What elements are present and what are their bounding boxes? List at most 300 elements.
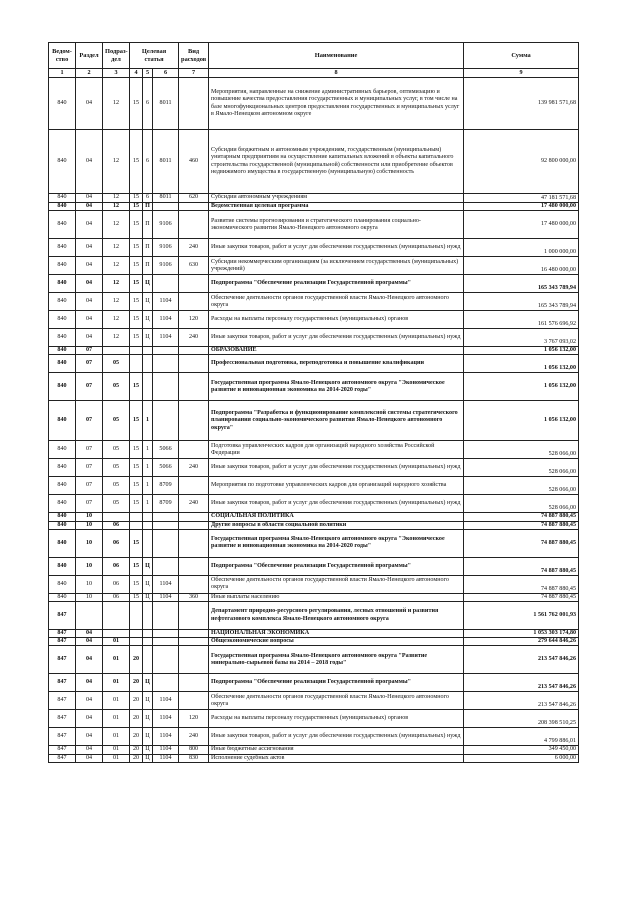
cell-celevaya-3: 1104 <box>153 293 179 311</box>
cell-vid <box>179 646 209 674</box>
cell-celevaya-3: 1104 <box>153 692 179 710</box>
cell-celevaya-3: 8709 <box>153 477 179 495</box>
header-ved: Ведом-ство <box>49 43 76 69</box>
cell-celevaya-2: Ц <box>143 311 153 329</box>
cell-name: Мероприятия, направленные на снижение административных барьеров, оптимизацию и повышение качества предоставления государственных и муниципальных услуг, в том числе на базе многофункциональных центров предоставления государственных и муниципальных услуг в Ямало-Ненецком автономном округе <box>209 78 464 130</box>
cell-vid <box>179 347 209 355</box>
cell-celevaya-2: Ц <box>143 710 153 728</box>
cell-celevaya-2 <box>143 355 153 373</box>
cell-celevaya-3 <box>153 203 179 211</box>
cell-ved: 840 <box>49 513 76 521</box>
table-row <box>49 602 579 630</box>
cell-podrazdel <box>103 347 130 355</box>
cell-celevaya-3: 9106 <box>153 257 179 275</box>
header-podrazdel: Подраз-дел <box>103 43 130 69</box>
cell-razdel: 07 <box>76 401 103 441</box>
cell-celevaya-3: 1104 <box>153 329 179 347</box>
cell-sum: 213 547 846,26 <box>464 674 579 692</box>
cell-celevaya-1: 15 <box>130 575 143 593</box>
cell-name: Обеспечение деятельности органов государственной власти Ямало-Ненецкого автономного округа <box>209 575 464 593</box>
cell-ved: 847 <box>49 674 76 692</box>
cell-sum: 74 887 880,45 <box>464 521 579 529</box>
cell-ved: 840 <box>49 441 76 459</box>
cell-vid: 800 <box>179 746 209 754</box>
table-row <box>49 593 579 601</box>
cell-celevaya-3: 8709 <box>153 495 179 513</box>
cell-celevaya-1: 15 <box>130 373 143 401</box>
cell-celevaya-3: 1104 <box>153 746 179 754</box>
table-row <box>49 638 579 646</box>
cell-podrazdel: 06 <box>103 521 130 529</box>
cell-celevaya-1 <box>130 602 143 630</box>
cell-vid <box>179 513 209 521</box>
cell-razdel: 04 <box>76 275 103 293</box>
cell-ved: 840 <box>49 239 76 257</box>
cell-ved: 847 <box>49 710 76 728</box>
cell-sum: 74 887 880,45 <box>464 593 579 601</box>
cell-podrazdel: 12 <box>103 329 130 347</box>
header-vid: Вид расходов <box>179 43 209 69</box>
cell-sum: 16 480 000,00 <box>464 257 579 275</box>
table-row <box>49 754 579 762</box>
cell-celevaya-3 <box>153 529 179 557</box>
cell-podrazdel: 05 <box>103 441 130 459</box>
cell-celevaya-3 <box>153 557 179 575</box>
cell-ved: 840 <box>49 329 76 347</box>
cell-name: Иные выплаты населению <box>209 593 464 601</box>
cell-celevaya-1: 15 <box>130 401 143 441</box>
cell-celevaya-1: 20 <box>130 754 143 762</box>
cell-ved: 840 <box>49 557 76 575</box>
cell-celevaya-2: Ц <box>143 728 153 746</box>
table-row <box>49 630 579 638</box>
cell-vid: 620 <box>179 194 209 203</box>
cell-razdel: 04 <box>76 130 103 194</box>
cell-celevaya-3: 1104 <box>153 710 179 728</box>
table-row <box>49 239 579 257</box>
cell-vid <box>179 602 209 630</box>
cell-celevaya-1: 20 <box>130 728 143 746</box>
cell-celevaya-3: 9106 <box>153 211 179 239</box>
cell-name: Расходы на выплаты персоналу государственных (муниципальных) органов <box>209 710 464 728</box>
cell-name: Иные закупки товаров, работ и услуг для обеспечения государственных (муниципальных) нужд <box>209 728 464 746</box>
cell-razdel: 04 <box>76 674 103 692</box>
cell-celevaya-1: 15 <box>130 311 143 329</box>
cell-podrazdel: 12 <box>103 239 130 257</box>
cell-sum: 1 056 132,00 <box>464 401 579 441</box>
cell-razdel: 07 <box>76 477 103 495</box>
cell-celevaya-2: Ц <box>143 329 153 347</box>
cell-celevaya-2: Ц <box>143 754 153 762</box>
table-row <box>49 257 579 275</box>
table-row <box>49 674 579 692</box>
cell-podrazdel: 05 <box>103 477 130 495</box>
cell-celevaya-1: 20 <box>130 746 143 754</box>
cell-podrazdel: 01 <box>103 692 130 710</box>
cell-ved: 840 <box>49 529 76 557</box>
cell-celevaya-1: 15 <box>130 275 143 293</box>
cell-celevaya-2: П <box>143 203 153 211</box>
cell-celevaya-3 <box>153 674 179 692</box>
cell-sum: 47 181 571,68 <box>464 194 579 203</box>
cell-celevaya-3: 1104 <box>153 311 179 329</box>
column-number: 5 <box>143 69 153 78</box>
cell-podrazdel: 01 <box>103 710 130 728</box>
cell-vid <box>179 78 209 130</box>
cell-podrazdel <box>103 630 130 638</box>
cell-celevaya-3: 1104 <box>153 593 179 601</box>
cell-name: Подпрограмма "Обеспечение реализации Государственной программы" <box>209 275 464 293</box>
cell-celevaya-2: Ц <box>143 557 153 575</box>
cell-name: Иные закупки товаров, работ и услуг для обеспечения государственных (муниципальных) нужд <box>209 459 464 477</box>
cell-celevaya-3 <box>153 630 179 638</box>
cell-razdel: 04 <box>76 311 103 329</box>
cell-vid <box>179 674 209 692</box>
table-body <box>49 78 579 763</box>
cell-ved: 840 <box>49 211 76 239</box>
cell-celevaya-3 <box>153 638 179 646</box>
cell-ved: 840 <box>49 275 76 293</box>
cell-razdel: 04 <box>76 78 103 130</box>
table-row <box>49 275 579 293</box>
cell-celevaya-2 <box>143 630 153 638</box>
table-row <box>49 529 579 557</box>
budget-table-sheet <box>48 42 578 763</box>
cell-celevaya-1: 20 <box>130 674 143 692</box>
table-row <box>49 203 579 211</box>
cell-celevaya-1 <box>130 355 143 373</box>
table-row <box>49 78 579 130</box>
cell-celevaya-2 <box>143 638 153 646</box>
cell-podrazdel: 01 <box>103 638 130 646</box>
cell-razdel: 07 <box>76 441 103 459</box>
cell-sum: 17 480 000,00 <box>464 203 579 211</box>
cell-razdel: 04 <box>76 257 103 275</box>
cell-celevaya-3: 8011 <box>153 194 179 203</box>
cell-vid <box>179 477 209 495</box>
cell-sum: 4 799 886,01 <box>464 728 579 746</box>
cell-podrazdel: 06 <box>103 529 130 557</box>
cell-podrazdel: 01 <box>103 646 130 674</box>
cell-ved: 847 <box>49 646 76 674</box>
header-name: Наименование <box>209 43 464 69</box>
cell-name: Иные бюджетные ассигнования <box>209 746 464 754</box>
cell-celevaya-1: 15 <box>130 194 143 203</box>
cell-sum: 1 561 762 001,93 <box>464 602 579 630</box>
cell-ved: 840 <box>49 575 76 593</box>
cell-razdel: 04 <box>76 754 103 762</box>
cell-podrazdel: 06 <box>103 593 130 601</box>
header-summa: Сумма <box>464 43 579 69</box>
cell-razdel: 04 <box>76 646 103 674</box>
cell-sum: 17 480 000,00 <box>464 211 579 239</box>
cell-sum: 528 066,00 <box>464 495 579 513</box>
cell-celevaya-1: 20 <box>130 646 143 674</box>
cell-celevaya-3 <box>153 513 179 521</box>
cell-name: Департамент природно-ресурсного регулирования, лесных отношений и развития нефтегазового комплекса Ямало-Ненецкого автономного округа <box>209 602 464 630</box>
table-row <box>49 575 579 593</box>
cell-podrazdel: 01 <box>103 674 130 692</box>
cell-celevaya-2: 1 <box>143 401 153 441</box>
cell-sum: 3 767 093,02 <box>464 329 579 347</box>
cell-celevaya-2: Ц <box>143 275 153 293</box>
cell-celevaya-3: 1104 <box>153 754 179 762</box>
cell-celevaya-2 <box>143 373 153 401</box>
cell-razdel: 04 <box>76 728 103 746</box>
cell-vid <box>179 692 209 710</box>
cell-celevaya-1: 15 <box>130 293 143 311</box>
budget-table <box>48 42 579 763</box>
table-row <box>49 746 579 754</box>
cell-razdel: 10 <box>76 529 103 557</box>
cell-ved: 847 <box>49 728 76 746</box>
cell-razdel: 04 <box>76 194 103 203</box>
cell-celevaya-1: 15 <box>130 239 143 257</box>
cell-celevaya-1: 20 <box>130 710 143 728</box>
cell-ved: 840 <box>49 311 76 329</box>
cell-vid: 120 <box>179 710 209 728</box>
cell-vid <box>179 557 209 575</box>
cell-celevaya-2: 1 <box>143 495 153 513</box>
cell-celevaya-2: 6 <box>143 130 153 194</box>
table-row <box>49 401 579 441</box>
table-row <box>49 355 579 373</box>
table-row <box>49 311 579 329</box>
cell-vid <box>179 275 209 293</box>
cell-vid: 240 <box>179 239 209 257</box>
cell-vid <box>179 401 209 441</box>
cell-celevaya-1: 15 <box>130 257 143 275</box>
cell-celevaya-2 <box>143 521 153 529</box>
cell-razdel: 04 <box>76 710 103 728</box>
cell-razdel: 07 <box>76 495 103 513</box>
cell-razdel: 04 <box>76 239 103 257</box>
cell-name: ОБРАЗОВАНИЕ <box>209 347 464 355</box>
cell-ved: 847 <box>49 746 76 754</box>
cell-celevaya-2: Ц <box>143 593 153 601</box>
cell-podrazdel: 06 <box>103 557 130 575</box>
cell-celevaya-3 <box>153 521 179 529</box>
cell-podrazdel: 05 <box>103 355 130 373</box>
table-row <box>49 557 579 575</box>
cell-sum: 1 056 132,00 <box>464 347 579 355</box>
cell-ved: 840 <box>49 355 76 373</box>
cell-podrazdel: 06 <box>103 575 130 593</box>
cell-name: Подпрограмма "Обеспечение реализации Государственной программы" <box>209 557 464 575</box>
cell-celevaya-2: П <box>143 239 153 257</box>
cell-celevaya-1: 20 <box>130 692 143 710</box>
cell-name: Государственная программа Ямало-Ненецкого автономного округа "Экономическое развитие и инновационная экономика на 2014-2020 годы" <box>209 529 464 557</box>
cell-razdel: 07 <box>76 347 103 355</box>
cell-ved: 840 <box>49 257 76 275</box>
table-row <box>49 373 579 401</box>
table-row <box>49 441 579 459</box>
cell-podrazdel: 12 <box>103 203 130 211</box>
cell-celevaya-3: 1104 <box>153 728 179 746</box>
cell-celevaya-1: 15 <box>130 211 143 239</box>
cell-celevaya-2: 1 <box>143 459 153 477</box>
cell-razdel: 10 <box>76 575 103 593</box>
table-row <box>49 521 579 529</box>
cell-name: СОЦИАЛЬНАЯ ПОЛИТИКА <box>209 513 464 521</box>
table-row <box>49 459 579 477</box>
cell-vid <box>179 293 209 311</box>
table-row <box>49 495 579 513</box>
cell-celevaya-2: П <box>143 257 153 275</box>
table-row <box>49 477 579 495</box>
cell-celevaya-2 <box>143 646 153 674</box>
cell-sum: 1 053 303 174,80 <box>464 630 579 638</box>
cell-name: Иные закупки товаров, работ и услуг для обеспечения государственных (муниципальных) нужд <box>209 495 464 513</box>
cell-vid <box>179 638 209 646</box>
table-row <box>49 329 579 347</box>
cell-vid: 240 <box>179 459 209 477</box>
cell-razdel: 10 <box>76 513 103 521</box>
cell-celevaya-2: 1 <box>143 441 153 459</box>
cell-name: Расходы на выплаты персоналу государственных (муниципальных) органов <box>209 311 464 329</box>
cell-celevaya-2: Ц <box>143 746 153 754</box>
cell-vid <box>179 211 209 239</box>
cell-celevaya-2: Ц <box>143 293 153 311</box>
cell-name: Общеэкономические вопросы <box>209 638 464 646</box>
cell-celevaya-2: 6 <box>143 194 153 203</box>
cell-sum: 165 343 789,94 <box>464 293 579 311</box>
cell-razdel: 10 <box>76 593 103 601</box>
cell-razdel: 04 <box>76 746 103 754</box>
column-number: 1 <box>49 69 76 78</box>
cell-celevaya-3: 5066 <box>153 459 179 477</box>
cell-sum: 92 800 000,00 <box>464 130 579 194</box>
cell-podrazdel: 12 <box>103 78 130 130</box>
cell-celevaya-3: 8011 <box>153 130 179 194</box>
cell-sum: 74 887 880,45 <box>464 513 579 521</box>
cell-podrazdel: 12 <box>103 275 130 293</box>
cell-celevaya-2: Ц <box>143 674 153 692</box>
cell-razdel: 04 <box>76 638 103 646</box>
cell-celevaya-3 <box>153 355 179 373</box>
cell-ved: 840 <box>49 495 76 513</box>
cell-sum: 165 343 789,94 <box>464 275 579 293</box>
cell-razdel: 04 <box>76 692 103 710</box>
column-number: 7 <box>179 69 209 78</box>
cell-podrazdel: 05 <box>103 401 130 441</box>
column-number: 3 <box>103 69 130 78</box>
cell-razdel <box>76 602 103 630</box>
cell-razdel: 07 <box>76 355 103 373</box>
column-number: 9 <box>464 69 579 78</box>
cell-celevaya-1: 15 <box>130 441 143 459</box>
cell-vid: 360 <box>179 593 209 601</box>
cell-podrazdel <box>103 602 130 630</box>
cell-celevaya-1: 15 <box>130 557 143 575</box>
cell-celevaya-1: 15 <box>130 329 143 347</box>
cell-celevaya-2: Ц <box>143 692 153 710</box>
cell-celevaya-3 <box>153 602 179 630</box>
cell-ved: 840 <box>49 130 76 194</box>
cell-celevaya-3: 8011 <box>153 78 179 130</box>
cell-podrazdel: 05 <box>103 495 130 513</box>
cell-ved: 840 <box>49 477 76 495</box>
cell-vid: 630 <box>179 257 209 275</box>
cell-razdel: 04 <box>76 211 103 239</box>
cell-celevaya-1: 15 <box>130 495 143 513</box>
table-row <box>49 130 579 194</box>
cell-celevaya-2 <box>143 513 153 521</box>
cell-podrazdel: 01 <box>103 728 130 746</box>
cell-podrazdel <box>103 513 130 521</box>
cell-podrazdel: 12 <box>103 311 130 329</box>
cell-vid: 240 <box>179 495 209 513</box>
cell-celevaya-2 <box>143 347 153 355</box>
cell-sum: 213 547 846,26 <box>464 692 579 710</box>
cell-sum: 139 981 571,68 <box>464 78 579 130</box>
cell-sum: 208 398 510,25 <box>464 710 579 728</box>
cell-vid: 240 <box>179 728 209 746</box>
cell-vid <box>179 203 209 211</box>
cell-name: Подпрограмма "Разработка и функционирование комплексной системы стратегического планирования социально-экономического развития Ямало-Ненецкого автономного округа" <box>209 401 464 441</box>
cell-ved: 847 <box>49 692 76 710</box>
cell-ved: 840 <box>49 401 76 441</box>
header-razdel: Раздел <box>76 43 103 69</box>
cell-ved: 840 <box>49 459 76 477</box>
table-row <box>49 347 579 355</box>
cell-celevaya-1: 15 <box>130 529 143 557</box>
column-number: 2 <box>76 69 103 78</box>
cell-celevaya-1 <box>130 521 143 529</box>
table-row <box>49 513 579 521</box>
cell-vid <box>179 529 209 557</box>
header-celevaya: Целевая статья <box>130 43 179 69</box>
cell-sum: 349 450,00 <box>464 746 579 754</box>
table-row <box>49 194 579 203</box>
column-number: 8 <box>209 69 464 78</box>
column-number-row <box>49 69 579 78</box>
cell-name: Государственная программа Ямало-Ненецкого автономного округа "Экономическое развитие и инновационная экономика на 2014-2020 годы" <box>209 373 464 401</box>
cell-name: Иные закупки товаров, работ и услуг для обеспечения государственных (муниципальных) нужд <box>209 329 464 347</box>
cell-razdel: 04 <box>76 630 103 638</box>
cell-celevaya-3 <box>153 275 179 293</box>
cell-celevaya-1: 15 <box>130 78 143 130</box>
cell-sum: 6 000,00 <box>464 754 579 762</box>
cell-podrazdel: 12 <box>103 130 130 194</box>
cell-podrazdel: 05 <box>103 459 130 477</box>
cell-sum: 1 056 132,00 <box>464 355 579 373</box>
cell-celevaya-1: 15 <box>130 130 143 194</box>
cell-sum: 74 887 880,45 <box>464 529 579 557</box>
cell-name: Субсидии некоммерческим организациям (за исключением государственных (муниципальных) учреждений) <box>209 257 464 275</box>
cell-celevaya-1 <box>130 513 143 521</box>
cell-celevaya-1: 15 <box>130 203 143 211</box>
cell-name: Обеспечение деятельности органов государственной власти Ямало-Ненецкого автономного округа <box>209 692 464 710</box>
cell-vid <box>179 630 209 638</box>
table-row <box>49 728 579 746</box>
cell-celevaya-2: 6 <box>143 78 153 130</box>
cell-name: Профессиональная подготовка, переподготовка и повышение квалификации <box>209 355 464 373</box>
cell-podrazdel: 12 <box>103 293 130 311</box>
cell-ved: 847 <box>49 602 76 630</box>
cell-razdel: 10 <box>76 521 103 529</box>
cell-razdel: 04 <box>76 203 103 211</box>
column-number: 6 <box>153 69 179 78</box>
cell-name: Другие вопросы в области социальной политики <box>209 521 464 529</box>
cell-celevaya-2 <box>143 602 153 630</box>
cell-celevaya-3: 5066 <box>153 441 179 459</box>
cell-name: Подпрограмма "Обеспечение реализации Государственной программы" <box>209 674 464 692</box>
cell-name: Субсидии бюджетным и автономным учреждениям, государственным (муниципальным) унитарным предприятиям на осуществление капитальных вложений в объекты капитального строительства государственной (муниципальной) собственности или приобретение объектов недвижимого имущества в государственную (муниципальную) собственность <box>209 130 464 194</box>
cell-razdel: 04 <box>76 293 103 311</box>
cell-podrazdel: 12 <box>103 211 130 239</box>
cell-vid <box>179 441 209 459</box>
